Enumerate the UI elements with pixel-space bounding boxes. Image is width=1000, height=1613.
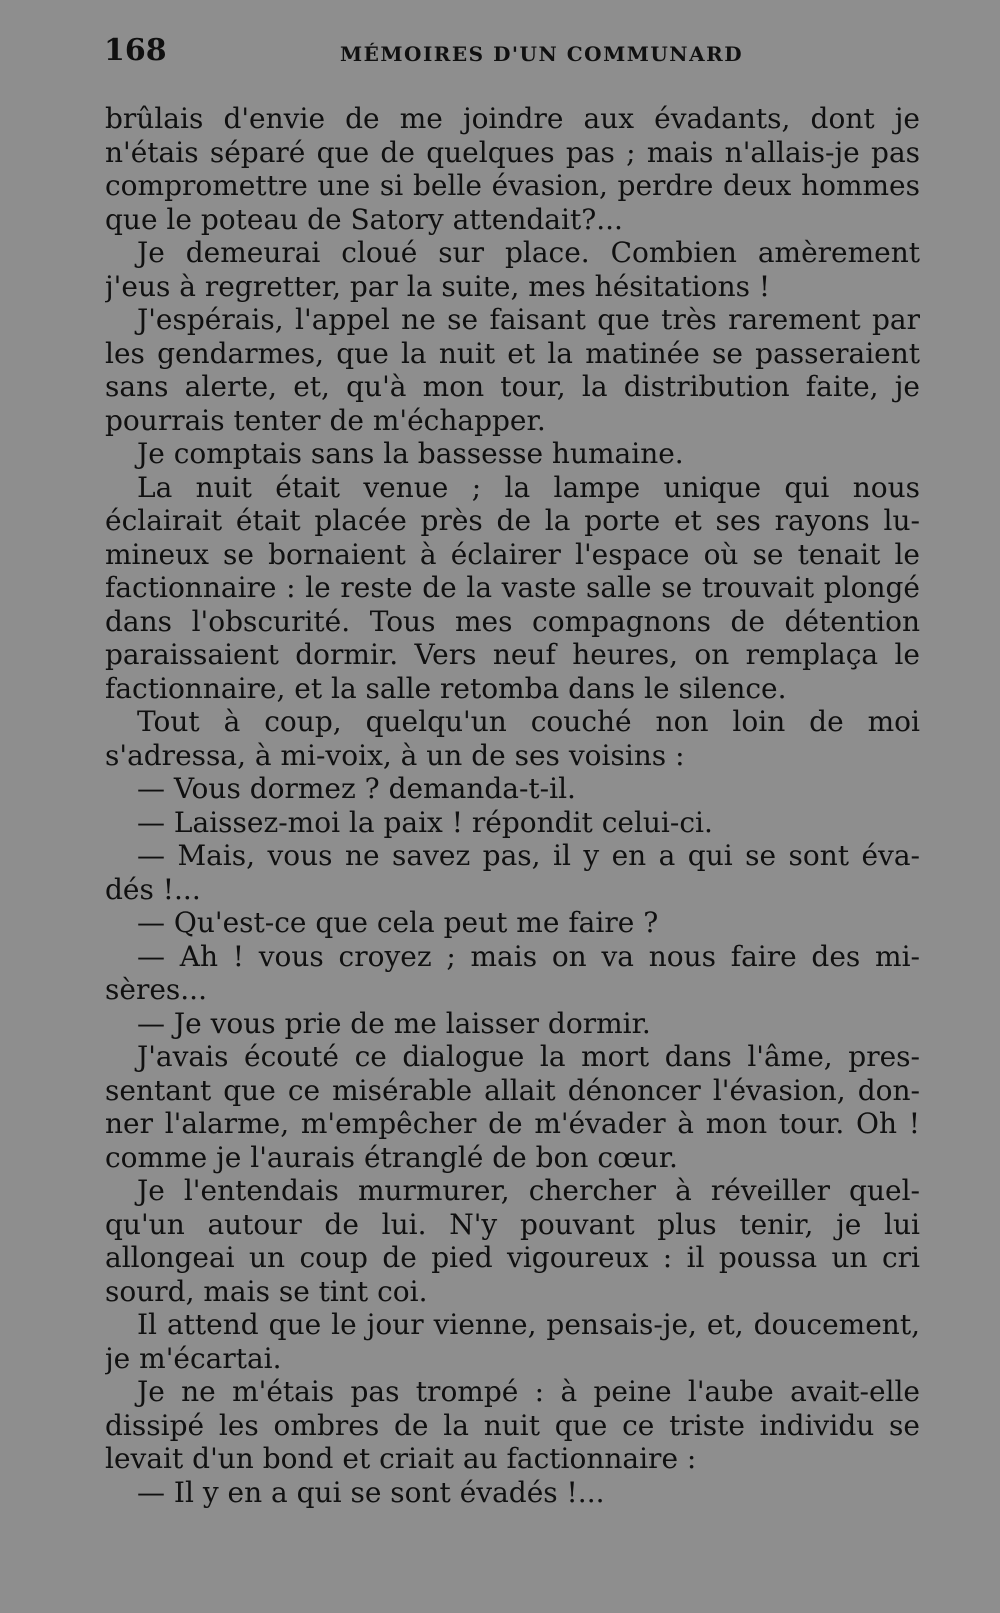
text-line: ner l'alarme, m'empêcher de m'évader à mon tour. Oh ! [105, 1107, 920, 1140]
text-line: factionnaire : le reste de la vaste salle se trouvait plongé [105, 571, 920, 604]
text-line: dissipé les ombres de la nuit que ce triste individu se [105, 1408, 920, 1442]
text-line: mineux se bornaient à éclairer l'espace où se tenait le [105, 537, 920, 571]
text-line: j'eus à regretter, par la suite, mes hésitations ! [105, 269, 771, 303]
text-line: comme je l'aurais étranglé de bon cœur. [105, 1140, 678, 1174]
text-line: sentant que ce misérable allait dénoncer l'évasion, don- [105, 1073, 920, 1107]
text-line: paraissaient dormir. Vers neuf heures, on remplaça le [105, 638, 920, 671]
text-line: J'avais écouté ce dialogue la mort dans l'âme, pres- [137, 1040, 920, 1073]
text-line: Je demeurai cloué sur place. Combien amèrement [137, 236, 920, 269]
text-line: — Laissez-moi la paix ! répondit celui-ci. [137, 805, 713, 839]
text-line: s'adressa, à mi-voix, à un de ses voisins : [105, 738, 685, 772]
text-line: dés !... [105, 872, 201, 906]
text-line: — Vous dormez ? demanda-t-il. [137, 772, 576, 805]
text-line: — Je vous prie de me laisser dormir. [137, 1006, 651, 1040]
text-line: les gendarmes, que la nuit et la matinée se passeraient [105, 336, 920, 370]
body-text [105, 102, 920, 1509]
text-line: brûlais d'envie de me joindre aux évadants, dont je [105, 102, 920, 135]
running-title: MÉMOIRES D'UN COMMUNARD [340, 42, 744, 66]
text-line: n'étais séparé que de quelques pas ; mais n'allais-je pas [105, 135, 920, 169]
text-line: compromettre une si belle évasion, perdre deux hommes [105, 169, 920, 202]
text-line: Je ne m'étais pas trompé : à peine l'aube avait-elle [137, 1375, 920, 1408]
text-line: — Ah ! vous croyez ; mais on va nous faire des mi- [137, 939, 920, 973]
text-line: éclairait était placée près de la porte et ses rayons lu- [105, 504, 920, 537]
text-line: Tout à coup, quelqu'un couché non loin de moi [137, 705, 920, 738]
text-line: allongeai un coup de pied vigoureux : il poussa un cri [105, 1241, 920, 1274]
text-line: je m'écartai. [105, 1341, 282, 1375]
text-line: J'espérais, l'appel ne se faisant que très rarement par [137, 303, 920, 336]
text-line: dans l'obscurité. Tous mes compagnons de détention [105, 604, 920, 638]
text-line: sourd, mais se tint coi. [105, 1274, 428, 1308]
text-line: — Mais, vous ne savez pas, il y en a qui se sont éva- [137, 839, 920, 872]
text-line: sans alerte, et, qu'à mon tour, la distribution faite, je [105, 370, 920, 403]
text-line: pourrais tenter de m'échapper. [105, 403, 546, 437]
text-line: — Qu'est-ce que cela peut me faire ? [137, 906, 659, 939]
text-line: — Il y en a qui se sont évadés !... [137, 1475, 605, 1509]
text-line: sères... [105, 973, 207, 1006]
text-line: Je l'entendais murmurer, chercher à réveiller quel- [137, 1174, 920, 1207]
text-line: La nuit était venue ; la lampe unique qui nous [137, 470, 920, 504]
text-line: factionnaire, et la salle retomba dans le silence. [105, 671, 787, 705]
text-line: que le poteau de Satory attendait?... [105, 202, 623, 236]
text-line: Je comptais sans la bassesse humaine. [137, 437, 684, 470]
page-number: 168 [104, 33, 167, 68]
text-line: Il attend que le jour vienne, pensais-je, et, doucement, [137, 1308, 920, 1341]
text-line: qu'un autour de lui. N'y pouvant plus tenir, je lui [105, 1207, 920, 1241]
text-line: levait d'un bond et criait au factionnaire : [105, 1442, 697, 1475]
